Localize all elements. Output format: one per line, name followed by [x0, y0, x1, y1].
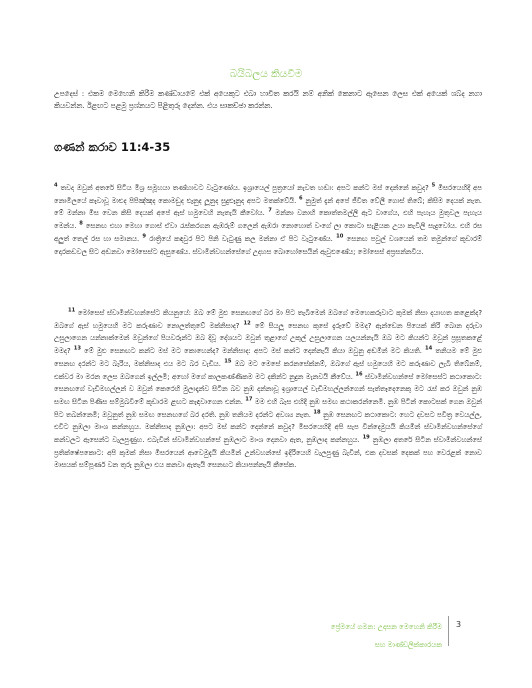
verse-text: මම එහි බැස එහිදී නුඹ සමඟ කථාකරන්නෙමි. නුඹ පිටින් කොටසක් ගෙන ඔවුන් පිට තබන්නෙමි; ඔවුනුත් නුඹ සමඟ සෙනඟගේ බර දරති. නුඹ තනියම දරන්ට අවශ්‍ය නැත. — [54, 397, 482, 419]
verse-number: 8 — [79, 220, 83, 227]
verse-text: සෙනඟ පවුල් වශයෙන් තම තමුන්ගේ කූඩාරම් දොරකඩවල සිට අඬනවා මෝසෙස්ට ඇසුණේය. ස්වාමීන්වහන්සේගේ උදහස බොහෝසෙයින් ඇවුළුණේය; මෝසෙස් අප්‍රසන්නවිය. — [54, 234, 483, 256]
verse-number: 18 — [313, 409, 321, 416]
verse-text: රාත්‍රියේ කඳවුර පිට පිනි වැටුණු කල මන්නා ඒ පිට වැටුණේය. — [149, 234, 333, 243]
verse-text: තනියම මේ මුළු සෙනඟ දරන්ට මට බැරිය, මක්නිසාද එය මට බර වැඩිය. — [54, 347, 482, 368]
verse-number: 13 — [73, 345, 81, 352]
verse-number: 4 — [54, 182, 58, 189]
verse-number: 14 — [425, 345, 433, 352]
verse-number: 15 — [224, 358, 232, 365]
verse-text: මෝසෙස් ස්වාමීන්වහන්සේට කියනුයේ: ඔබ මේ මුළු සෙනඟගේ බර මා පිට තැබීමෙන් ඔබගේ මෙහෙකරුවාට කුමක් නිසා දයාහත කළෙක්ද? ඔබගේ ඇස් හමුයෙහි මට කරුණාව නොලත්තුවේ මක්නිසාද? — [54, 309, 482, 330]
verse-number: 9 — [142, 233, 147, 240]
footer-line-1: ප්‍රේමයේ ගමන: උදාසන මෙහෙනි කිරීම — [330, 623, 442, 631]
verse-number: 5 — [431, 182, 436, 189]
verse-text: ස්වාමීන්වහන්සේ මෝසෙස්ට කථාකොට: සෙනඟගේ වැඩිමහල්ලන් ව ඔවුන් කෙරෙහි මුලාදෑන්ව සිටින බව නුඹ දන්නාවූ ඉශ්‍රායෙල් වැඩිමහල්ලන්ගෙන් සැත්තෑදෙනෙකු මට රැස් කර ඔවුන් නුඹ සමඟ සිටින පිණිස සම්මුඛවීමේ කූඩාරම ළඟට කැඳවාගෙන එන්න. — [54, 372, 483, 406]
scripture-paragraph-2 — [54, 307, 482, 472]
verse-text: සෙනඟ එහා මෙහා ගොස් ඒවා රැස්කරගන ඇඹරුම් ගලෙන් ඇඹරා නොහොත් වංගේ ලා කොටා සැළියක උයා කැවිලි සැදුවෝය. එහි රස අලුත් තෙල් රස හා සමානය. — [54, 222, 482, 243]
verse-text: තවද ඔවුන් අතරේ සිටිය මිශ්‍ර සමූහයා තණ්හාවට වැටුණෝය. ඉශ්‍රායෙල් පුත්‍රයෝ නැවත හඬා: අපට කන්ට මස් දෙන්නේ කවුද? — [60, 184, 429, 192]
verse-number: 16 — [355, 371, 363, 378]
verse-text: මේ මුළු සෙනඟට කන්ට මස් මට කොහෙන්ද? මන්නිසාද: අපට මස් කන්ට දෙන්නැයි කියා ඔවුනු අඬමින් මට කියති. — [84, 347, 422, 356]
verse-number: 7 — [268, 208, 272, 215]
instructions-text: උපදෙස් : එකම මෙහෙනි කිරීම කණ්ඩායමේ එක් අයෙකුට එබා හාවිත කරයි නම් අනික් කෙනාට ඇසෙන ලෙස එක් අයෙක් ශබ්ද නගා කියවන්න. ඊළඟට පළමු ප්‍රශ්නයට පිළිතුරු දෙන්න. එය සාකච්ඡා කරන්න. — [54, 89, 482, 110]
verse-text: නුමුත් දැන් අපේ ජීවිත වේලී ගොස් තිබේ; කිසිම දෙයක් නැත. මේ මන්නා මිස වෙන කිසි දෙයක් අපේ ඇස් හමුවෙහි නැතැයි කීවෝය. — [54, 196, 482, 218]
footer-title — [180, 618, 442, 654]
verse-text: මන්නා වනාහි කොත්තමල්ලි ඇට වාගේය, එහි පැහැය මුතුවල පැහැය මෙන්ය. — [54, 209, 482, 231]
verse-text: මිසරයෙහිදී අප නොමිලයේ කෑවාවූ මාළුද පිපිඤ්ඤද කොමඩුද ළූනුද ලූනුද සුදුළූනුද අපට මතක්වේයි. — [54, 184, 482, 205]
verse-text: මේ සියලූ සෙනඟ කුසේ දැරුවේ මමද? ඇන්ඩෙන පියෙක් කිරි බොන දරුවා උසුලාගෙන යන්නාක්මෙන් ඔවුන්ගේ පියවරුන්ට ඔබ දිවූ දේශයට ඔවුන් තුළාගේ උකුල් උසුලාගෙන යලයන්නැයි ඔබ මට කියන්ට ඔවුන් ප්‍රසූතකළේ මමද? — [54, 321, 482, 356]
verse-text: නුඹ සෙනඟට කථාකොට: හෙට දවසට පවිත්‍ර වෙයල්ල, එවිට නුඹලා මාංශ කන්නහුය. මක්නිසාද නුඹලා: අපට මස් කන්ට දෙන්නේ කවුද? මිසරයෙහිදී අපි සැප වින්දෙමුයයි කියමින් ස්වාමීන්වහන්සේගේ කන්වලට ඇසෙන්ට වැලපුණුහ. එබැවින් ස්වාමීන්වහන්සේ නුඹලාට මාංශ දෙනවා ඇත, නුඹලාද කන්නහුය. — [54, 410, 482, 445]
verse-number: 10 — [336, 233, 344, 240]
verse-number: 12 — [243, 320, 251, 327]
page-title: බයිබලය කියවීම — [229, 68, 303, 80]
scripture-paragraph-1 — [54, 182, 482, 258]
footer-line-2: සහ මාණ්ඩලික්කාරයක — [374, 641, 442, 649]
verse-number: 11 — [68, 307, 76, 314]
verse-text: නුඹලා අතරේ සිටින ස්වාමීන්වහන්සේ ප්‍රතික්ෂේපකොට: අපි කුමක් නිසා මිසරයෙන් ආවෙමුදැයි කියමින් උන්වහන්සේ ඉදිරියෙහි වැලපුණු බැවින්, එක දවසක් දෙකක් පහ වෙරළක් නොව මාසයක් සම්පූර්ණ වන තුරු නුඹලා එය කනවා ඇතැයි සෙනඟට කියාපන්නැයි කීසේක. — [54, 436, 482, 470]
verse-number: 6 — [299, 195, 303, 202]
footer-divider — [448, 616, 449, 646]
scripture-reference: ගණන් කරාව 11:4-35 — [54, 140, 171, 154]
verse-number: 17 — [245, 396, 253, 403]
verse-number: 19 — [362, 434, 370, 441]
verse-text: ඔබ මට මෙසේ කරනසේක්නම්, ඔබගේ ඇස් හමුයෙහි මට කරුණාව ලැබී තිබේනම්, එක්වර මා මරන ලෙස ඔබගෙන් ඉල්ලමි; අහෝ මගේ කාලකණ්ණිකම මට දකින්ට නුදුන මැනවයි කීවේය. — [54, 359, 482, 381]
page-number: 3 — [456, 620, 462, 629]
